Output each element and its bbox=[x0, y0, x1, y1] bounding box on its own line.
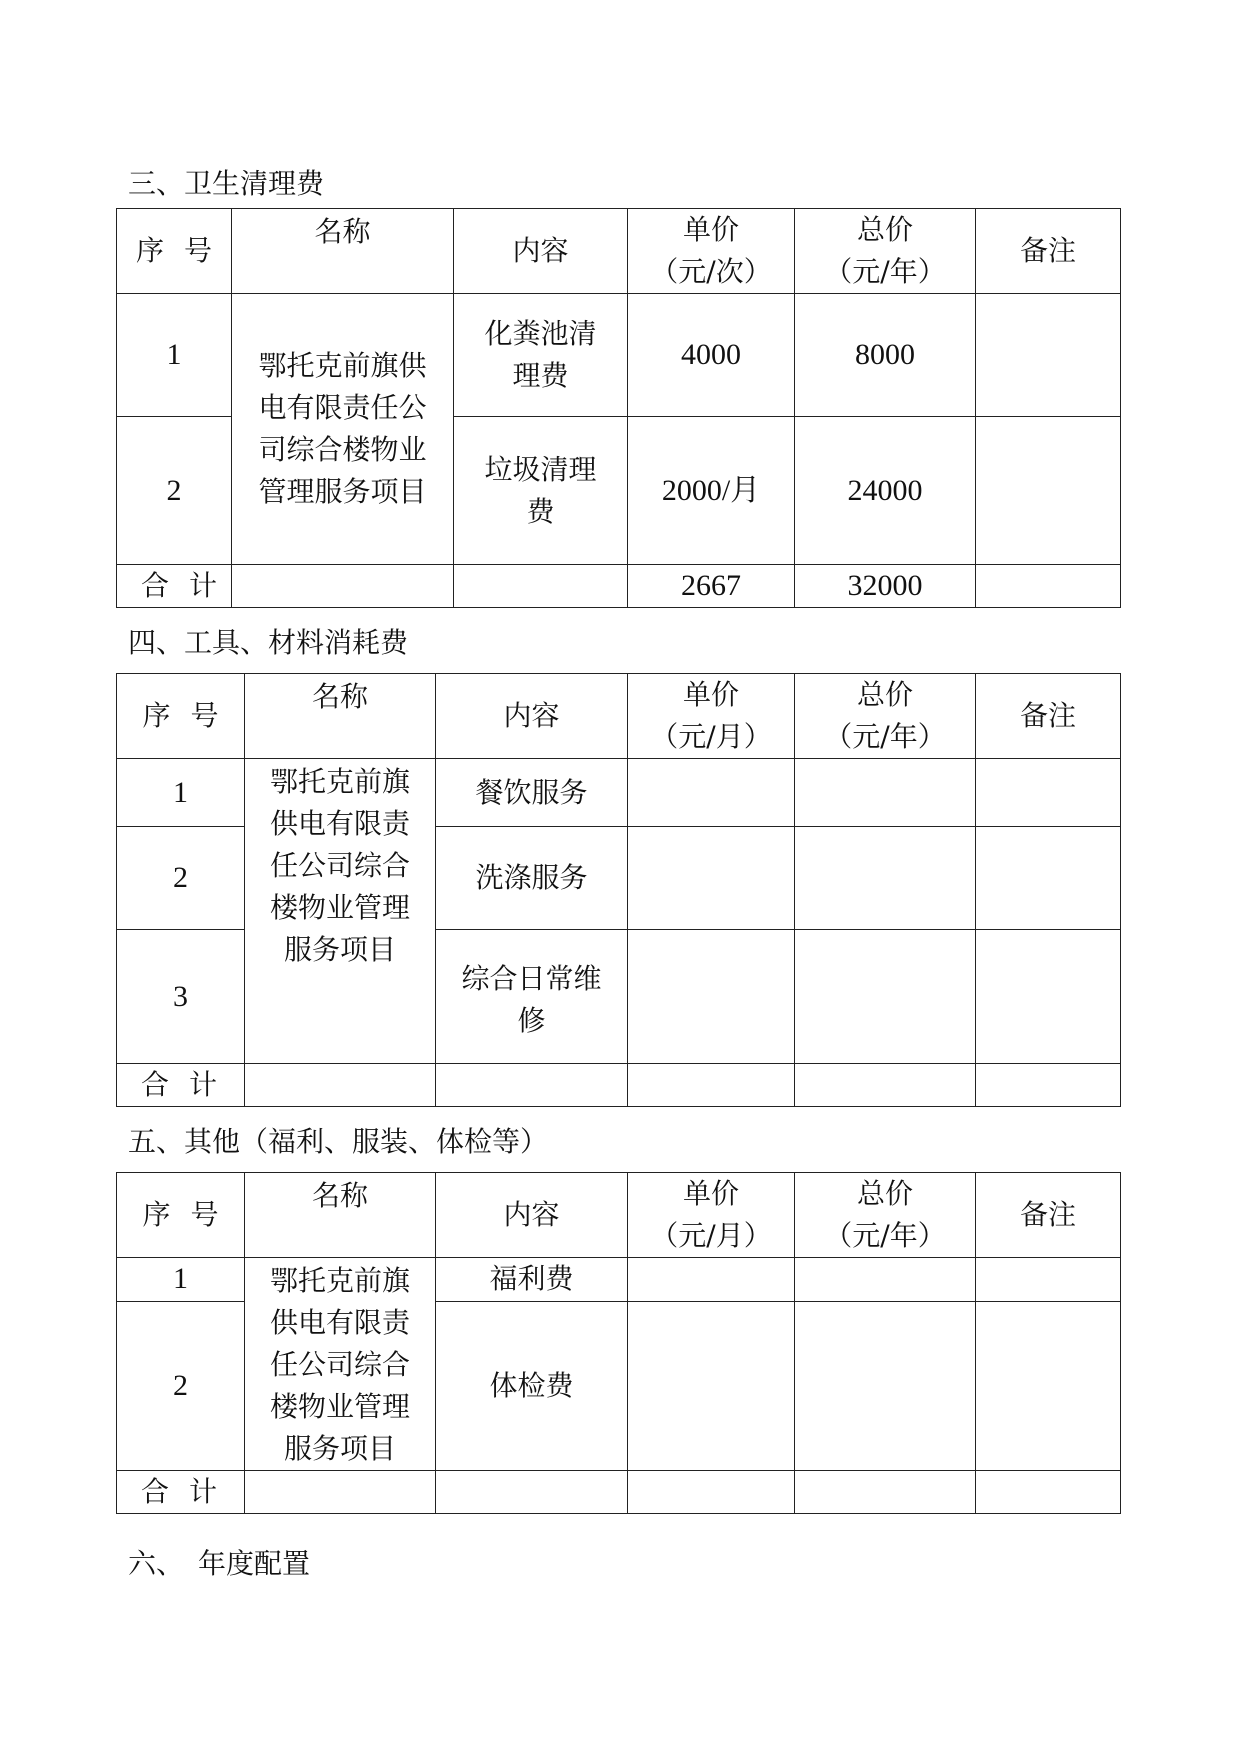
header-seq-char-2: 号 bbox=[190, 1198, 219, 1231]
header-unit-price-unit: （元/月） bbox=[650, 720, 772, 753]
header-unit-price bbox=[628, 209, 795, 294]
total-content bbox=[454, 565, 628, 608]
total-label-char-1: 合 bbox=[140, 1475, 169, 1508]
merged-name-text: 鄂托克前旗供电有限责任公司综合楼物业管理服务项目 bbox=[269, 765, 410, 966]
header-unit-price-label: 单价 bbox=[682, 213, 739, 246]
header-note: 备注 bbox=[976, 674, 1121, 759]
header-total-price-unit: （元/年） bbox=[824, 1219, 946, 1252]
row-total-price: 8000 bbox=[795, 294, 976, 417]
header-seq-char-1: 序 bbox=[135, 234, 164, 267]
table-row bbox=[117, 294, 1121, 417]
header-note: 备注 bbox=[976, 209, 1121, 294]
total-label-char-1: 合 bbox=[140, 1068, 169, 1101]
total-label bbox=[117, 1064, 245, 1107]
row-total-price: 24000 bbox=[795, 417, 976, 565]
row-content-text: 餐饮服务 bbox=[475, 775, 588, 809]
header-content: 内容 bbox=[436, 674, 628, 759]
header-content: 内容 bbox=[436, 1173, 628, 1258]
table-header-row bbox=[117, 209, 1121, 294]
total-label bbox=[117, 1471, 245, 1514]
row-seq: 2 bbox=[117, 417, 232, 565]
total-unit-price bbox=[628, 1471, 795, 1514]
header-unit-price bbox=[628, 674, 795, 759]
row-total-price bbox=[795, 1301, 976, 1470]
header-total-price-label: 总价 bbox=[856, 1177, 913, 1210]
merged-name-text: 鄂托克前旗供电有限责任公司综合楼物业管理服务项目 bbox=[258, 349, 427, 508]
sanitation-fee-table bbox=[116, 208, 1121, 608]
section-heading-tools-materials: 四、工具、材料消耗费 bbox=[128, 626, 409, 659]
table-row bbox=[117, 759, 1121, 827]
total-note bbox=[976, 565, 1121, 608]
total-unit-price: 2667 bbox=[628, 565, 795, 608]
header-total-price bbox=[795, 1173, 976, 1258]
row-content-text: 化粪池清理费 bbox=[484, 317, 597, 392]
total-total-price bbox=[795, 1064, 976, 1107]
row-unit-price bbox=[628, 1301, 795, 1470]
row-content bbox=[436, 930, 628, 1064]
section-heading-sanitation: 三、卫生清理费 bbox=[128, 167, 325, 200]
row-unit-price: 4000 bbox=[628, 294, 795, 417]
header-total-price-label: 总价 bbox=[856, 678, 913, 711]
row-unit-price: 2000/月 bbox=[628, 417, 795, 565]
total-name bbox=[245, 1471, 436, 1514]
header-total-price-label: 总价 bbox=[856, 213, 913, 246]
row-note bbox=[976, 1258, 1121, 1302]
section-heading-other: 五、其他（福利、服装、体检等） bbox=[128, 1125, 549, 1158]
header-note: 备注 bbox=[976, 1173, 1121, 1258]
header-total-price bbox=[795, 674, 976, 759]
row-content-text: 垃圾清理费 bbox=[484, 452, 597, 528]
row-unit-price bbox=[628, 930, 795, 1064]
row-note bbox=[976, 1301, 1121, 1470]
header-content: 内容 bbox=[454, 209, 628, 294]
row-note bbox=[976, 827, 1121, 930]
header-seq-char-1: 序 bbox=[142, 1198, 171, 1231]
total-total-price bbox=[795, 1471, 976, 1514]
header-unit-price bbox=[628, 1173, 795, 1258]
table-total-row bbox=[117, 1064, 1121, 1107]
total-label-char-2: 计 bbox=[188, 1475, 217, 1508]
header-unit-price-label: 单价 bbox=[682, 1177, 739, 1210]
row-content bbox=[436, 759, 628, 827]
row-content bbox=[454, 417, 628, 565]
total-content bbox=[436, 1471, 628, 1514]
tools-materials-table bbox=[116, 673, 1121, 1107]
total-label-char-1: 合 bbox=[140, 569, 169, 602]
total-content bbox=[436, 1064, 628, 1107]
other-fee-table bbox=[116, 1172, 1121, 1514]
row-total-price bbox=[795, 1258, 976, 1302]
row-seq: 3 bbox=[117, 930, 245, 1064]
table-row bbox=[117, 1258, 1121, 1302]
row-total-price bbox=[795, 827, 976, 930]
row-note bbox=[976, 417, 1121, 565]
row-seq: 2 bbox=[117, 827, 245, 930]
header-seq-char-2: 号 bbox=[183, 234, 212, 267]
row-content bbox=[454, 294, 628, 417]
total-name bbox=[245, 1064, 436, 1107]
total-label bbox=[117, 565, 232, 608]
header-total-price bbox=[795, 209, 976, 294]
total-note bbox=[976, 1064, 1121, 1107]
row-unit-price bbox=[628, 759, 795, 827]
header-name: 名称 bbox=[245, 674, 436, 759]
row-unit-price bbox=[628, 827, 795, 930]
table-total-row bbox=[117, 1471, 1121, 1514]
header-unit-price-label: 单价 bbox=[682, 678, 739, 711]
row-total-price bbox=[795, 759, 976, 827]
row-seq: 1 bbox=[117, 1258, 245, 1302]
table-total-row bbox=[117, 565, 1121, 608]
row-total-price bbox=[795, 930, 976, 1064]
header-seq bbox=[117, 1173, 245, 1258]
row-seq: 1 bbox=[117, 759, 245, 827]
row-note bbox=[976, 294, 1121, 417]
header-name: 名称 bbox=[232, 209, 454, 294]
row-unit-price bbox=[628, 1258, 795, 1302]
row-content: 福利费 bbox=[436, 1258, 628, 1302]
merged-name-text: 鄂托克前旗供电有限责任公司综合楼物业管理服务项目 bbox=[269, 1264, 410, 1465]
row-seq: 1 bbox=[117, 294, 232, 417]
header-seq bbox=[117, 209, 232, 294]
header-unit-price-unit: （元/月） bbox=[650, 1219, 772, 1252]
row-content: 体检费 bbox=[436, 1301, 628, 1470]
row-content bbox=[436, 827, 628, 930]
header-seq-char-1: 序 bbox=[142, 699, 171, 732]
merged-name-cell bbox=[245, 1258, 436, 1471]
row-seq: 2 bbox=[117, 1301, 245, 1470]
row-content-text: 洗涤服务 bbox=[475, 861, 588, 894]
total-total-price: 32000 bbox=[795, 565, 976, 608]
section-heading-annual-configuration: 六、 年度配置 bbox=[128, 1547, 311, 1580]
total-note bbox=[976, 1471, 1121, 1514]
row-note bbox=[976, 759, 1121, 827]
row-note bbox=[976, 930, 1121, 1064]
total-label-char-2: 计 bbox=[188, 569, 217, 602]
total-label-char-2: 计 bbox=[188, 1068, 217, 1101]
table-header-row bbox=[117, 1173, 1121, 1258]
header-total-price-unit: （元/年） bbox=[824, 255, 946, 288]
merged-name-cell bbox=[232, 294, 454, 565]
table-header-row bbox=[117, 674, 1121, 759]
header-seq-char-2: 号 bbox=[190, 699, 219, 732]
total-name bbox=[232, 565, 454, 608]
header-total-price-unit: （元/年） bbox=[824, 720, 946, 753]
total-unit-price bbox=[628, 1064, 795, 1107]
row-content-text: 综合日常维修 bbox=[461, 962, 602, 1037]
header-seq bbox=[117, 674, 245, 759]
merged-name-cell bbox=[245, 759, 436, 1064]
header-name: 名称 bbox=[245, 1173, 436, 1258]
header-unit-price-unit: （元/次） bbox=[650, 255, 772, 288]
